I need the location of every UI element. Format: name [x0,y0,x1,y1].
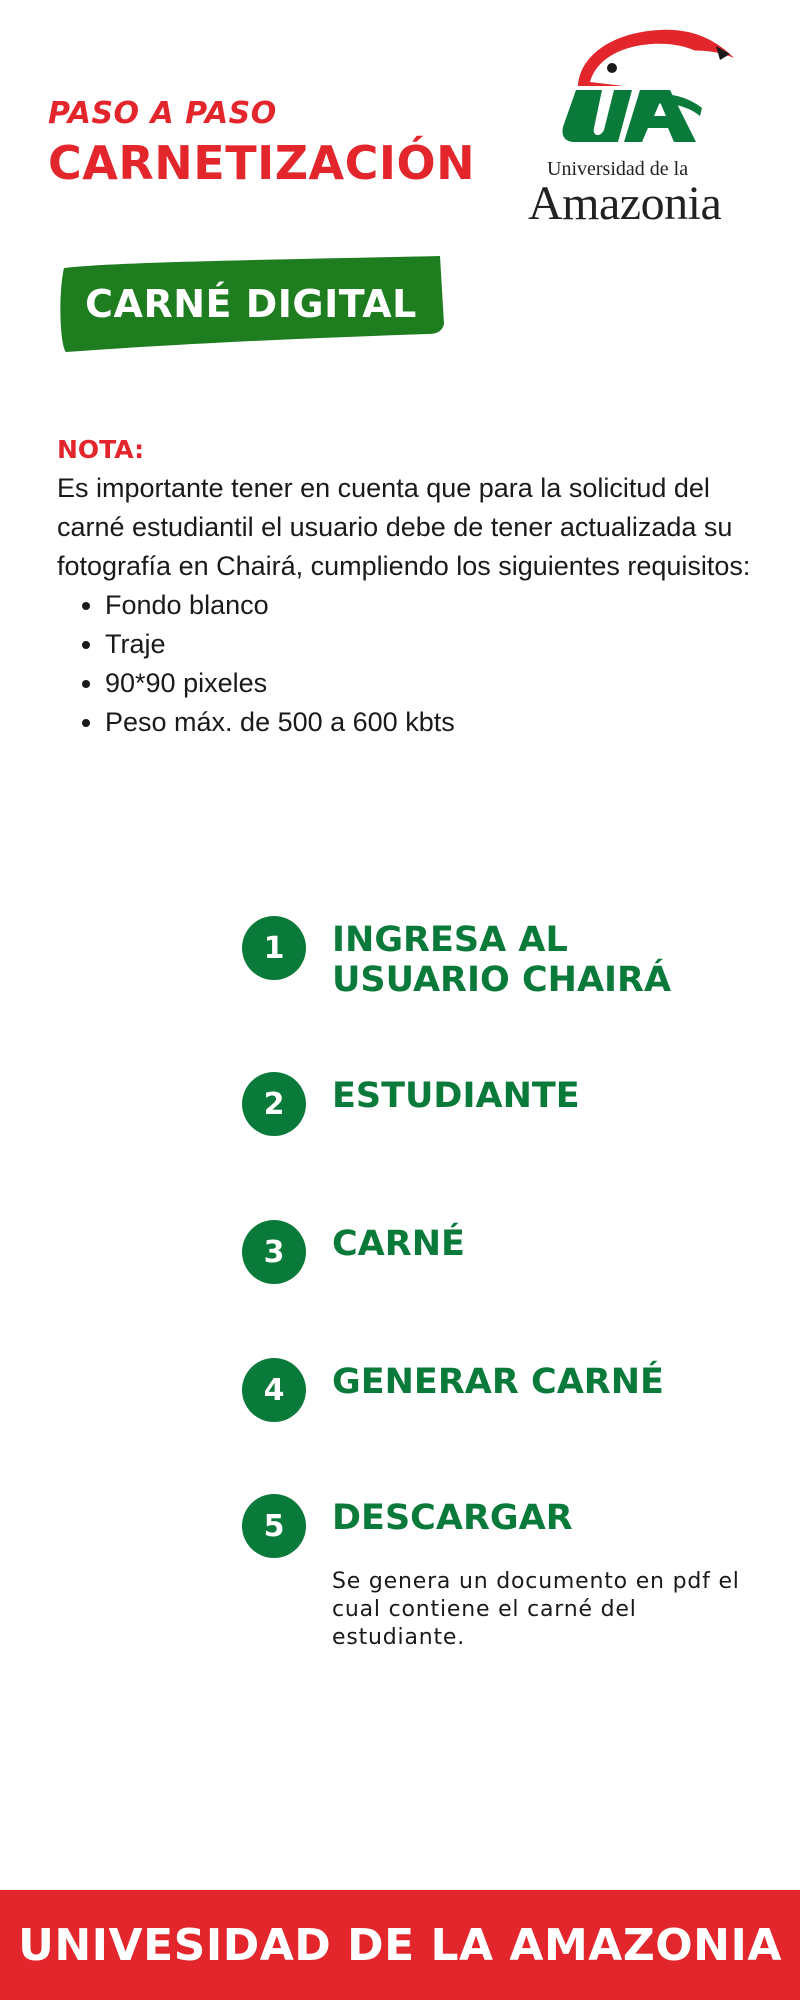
list-item: • Fondo blanco [105,586,757,625]
university-logo [520,24,760,230]
step-number-badge: 2 [242,1072,306,1136]
carne-digital-banner [56,254,446,354]
step-number-badge: 1 [242,916,306,980]
banner-label: CARNÉ DIGITAL [85,282,417,326]
page-title: CARNETIZACIÓN [48,136,476,190]
step-title: INGRESA AL USUARIO CHAIRÁ [332,920,672,1000]
list-item: • Peso máx. de 500 a 600 kbts [105,703,757,742]
step-number-badge: 3 [242,1220,306,1284]
note-body: Es importante tener en cuenta que para la solicitud del carné estudiantil el usuario debe de tener actualizada su fotografía en Chairá, cumpliendo los siguientes requisitos: [57,473,751,581]
step-title: GENERAR CARNÉ [332,1362,664,1402]
step-title: ESTUDIANTE [332,1076,580,1116]
note-label: NOTA: [57,435,145,464]
logo-text-university: Universidad de la [547,158,689,180]
step-description: Se genera un documento en pdf el cual contiene el carné del estudiante. [332,1569,740,1650]
list-item: • 90*90 pixeles [105,664,757,703]
footer-text: UNIVESIDAD DE LA AMAZONIA [18,1919,782,1971]
step-number-badge: 4 [242,1358,306,1422]
step-title: DESCARGAR [332,1498,573,1538]
logo-text-amazonia: Amazonia [528,177,722,230]
header-kicker: PASO A PASO [48,96,277,131]
step-number-badge: 5 [242,1494,306,1558]
list-item: • Traje [105,625,757,664]
note-section [57,430,757,742]
requirements-list [57,586,757,742]
footer-bar [0,1890,800,2000]
toucan-logo-icon [520,24,760,164]
step-title: CARNÉ [332,1224,465,1264]
